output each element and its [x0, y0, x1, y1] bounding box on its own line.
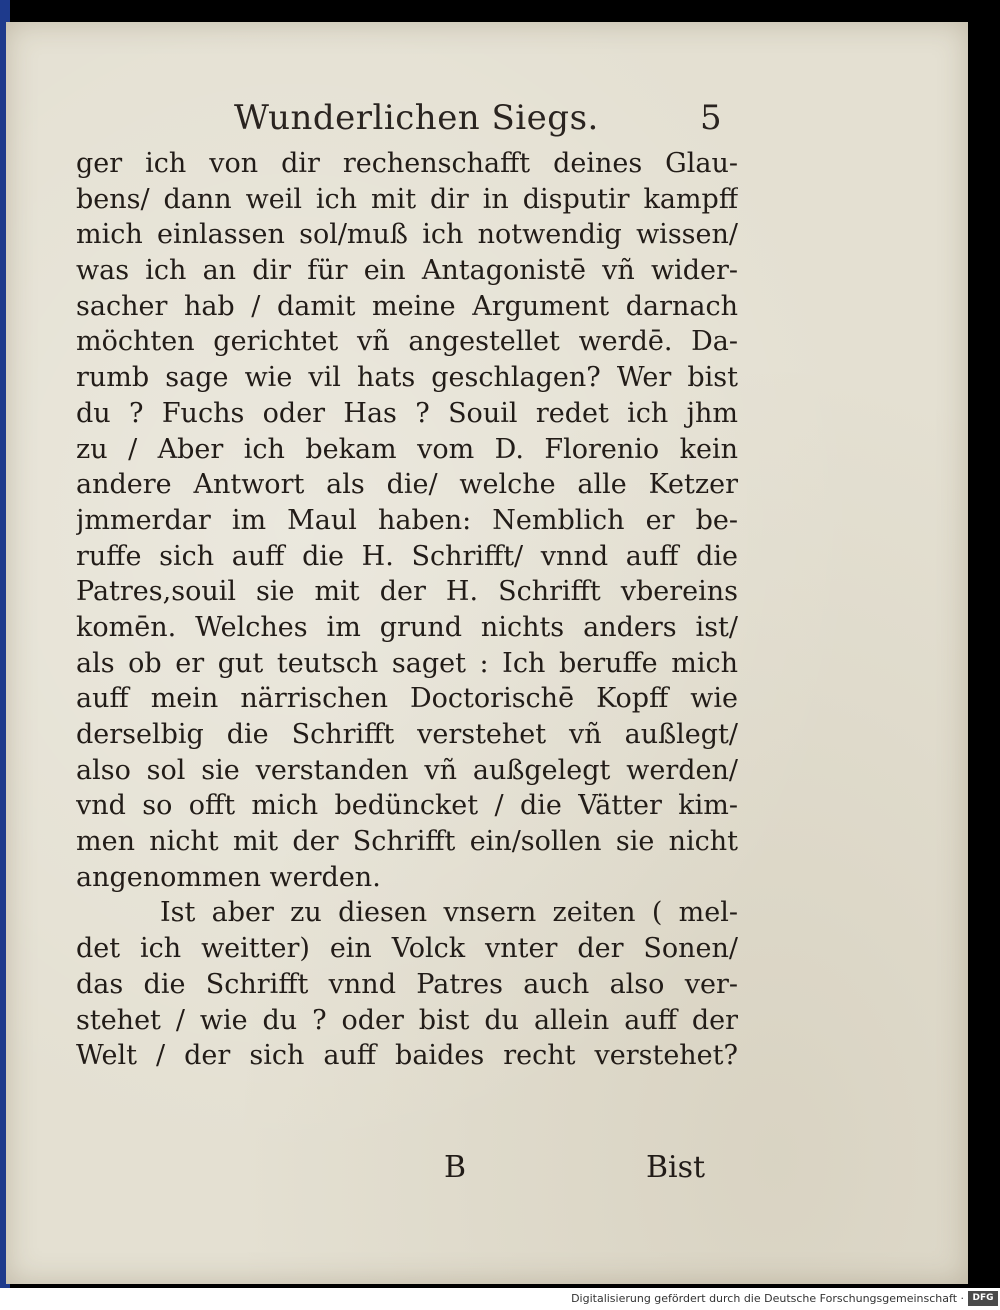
text-line: zu / Aber ich bekam vom D. Florenio kein [76, 433, 738, 465]
digitization-footer [0, 1288, 1000, 1310]
text-line: angenommen werden. [76, 861, 381, 893]
text-line: Patres,souil sie mit der H. Schrifft vbereins [76, 576, 738, 608]
text-line: det ich weitter) ein Volck vnter der Sonen/ [76, 933, 738, 965]
body-text [76, 146, 738, 1074]
text-line: du ? Fuchs oder Has ? Souil redet ich jhm [76, 397, 738, 429]
text-line: men nicht mit der Schrifft ein/sollen sie nicht [76, 826, 738, 858]
text-line: vnd so offt mich bedüncket / die Vätter kim- [76, 790, 738, 822]
text-line: bens/ dann weil ich mit dir in disputir kampff [76, 183, 738, 215]
signature-mark: B [444, 1150, 467, 1185]
text-line: andere Antwort als die/ welche alle Ketzer [76, 469, 738, 501]
text-line: Ist aber zu diesen vnsern zeiten ( mel- [160, 897, 738, 929]
text-line: auff mein närrischen Doctorischē Kopff wie [76, 683, 738, 715]
text-line: also sol sie verstanden vñ außgelegt werden/ [76, 754, 738, 786]
text-line: ger ich von dir rechenschafft deines Glau- [76, 148, 738, 179]
text-line: ruffe sich auff die H. Schrifft/ vnnd auff die [76, 540, 738, 572]
text-line: derselbig die Schrifft verstehet vñ außlegt/ [76, 719, 738, 750]
page-number: 5 [700, 98, 722, 138]
funding-notice: Digitalisierung gefördert durch die Deutsche Forschungsgemeinschaft · [571, 1292, 964, 1305]
text-line: rumb sage wie vil hats geschlagen? Wer bist [76, 362, 738, 394]
dfg-logo-icon: DFG [968, 1291, 998, 1306]
text-line: stehet / wie du ? oder bist du allein auff der [76, 1004, 738, 1036]
text-line: mich einlassen sol/muß ich notwendig wissen/ [76, 219, 738, 251]
text-line: Welt / der sich auff baides recht verstehet? [76, 1040, 738, 1072]
text-line: komēn. Welches im grund nichts anders ist/ [76, 611, 738, 643]
text-line: sacher hab / damit meine Argument darnach [76, 290, 738, 322]
text-line: das die Schrifft vnnd Patres auch also ver- [76, 968, 738, 1000]
text-line: als ob er gut teutsch saget : Ich beruffe mich [76, 647, 738, 679]
text-line: möchten gerichtet vñ angestellet werdē. Da- [76, 326, 738, 358]
running-head: Wunderlichen Siegs. [234, 98, 599, 138]
text-line: jmmerdar im Maul haben: Nemblich er be- [76, 504, 738, 536]
catchword: Bist [646, 1150, 706, 1185]
text-line: was ich an dir für ein Antagonistē vñ wider- [76, 255, 738, 287]
book-page [6, 22, 968, 1284]
